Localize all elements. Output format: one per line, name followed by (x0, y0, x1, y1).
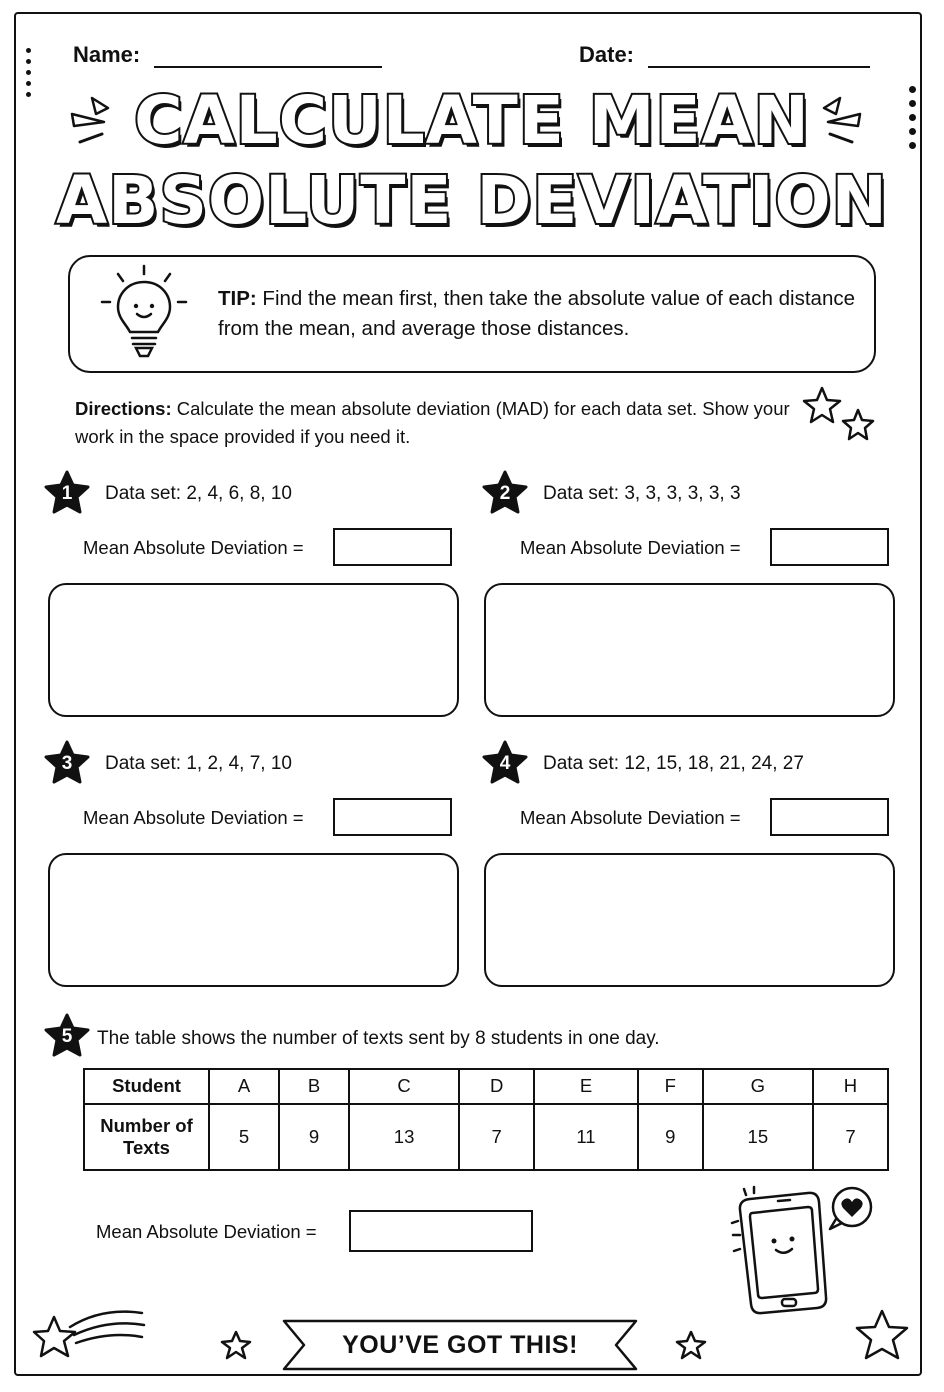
problem5-text: The table shows the number of texts sent by 8 students in one day. (97, 1028, 660, 1049)
texts-table (83, 1068, 889, 1171)
problem-number-badge: 5 (44, 1013, 90, 1059)
table-cell: E (534, 1069, 638, 1104)
table-cell: D (459, 1069, 534, 1104)
dataset-text: Data set: 1, 2, 4, 7, 10 (105, 753, 292, 774)
directions (75, 395, 805, 451)
star-icon (800, 384, 880, 450)
directions-text: Calculate the mean absolute deviation (MAD) for each data set. Show your work in the space provided if you need it. (75, 398, 790, 447)
star-icon (220, 1330, 252, 1360)
tip-body: Find the mean first, then take the absolute value of each distance from the mean, and average those distances. (218, 287, 856, 340)
mad-answer-box[interactable] (349, 1210, 533, 1252)
burst-lines-right-icon (812, 92, 866, 156)
dataset-text: Data set: 2, 4, 6, 8, 10 (105, 483, 292, 504)
dataset-text: Data set: 3, 3, 3, 3, 3, 3 (543, 483, 741, 504)
tip-text (218, 284, 858, 344)
work-space-box[interactable] (48, 853, 459, 987)
table-row (84, 1104, 888, 1170)
table-cell: H (813, 1069, 888, 1104)
tip-label: TIP: (218, 287, 257, 310)
mad-label: Mean Absolute Deviation = (96, 1221, 317, 1242)
table-cell: F (638, 1069, 703, 1104)
table-cell: 5 (209, 1104, 279, 1170)
problem-number-badge: 2 (482, 470, 528, 516)
problem-number-badge: 4 (482, 740, 528, 786)
table-cell: 7 (459, 1104, 534, 1170)
burst-lines-left-icon (66, 92, 120, 156)
work-space-box[interactable] (48, 583, 459, 717)
table-cell: 7 (813, 1104, 888, 1170)
work-space-box[interactable] (484, 583, 895, 717)
banner-text: YOU’VE GOT THIS! (342, 1331, 578, 1359)
name-field[interactable] (154, 66, 382, 68)
work-space-box[interactable] (484, 853, 895, 987)
table-cell: C (349, 1069, 459, 1104)
table-cell: G (703, 1069, 813, 1104)
table-cell: B (279, 1069, 349, 1104)
worksheet-title-line1: CALCULATE MEAN (134, 82, 810, 159)
problem-number-badge: 3 (44, 740, 90, 786)
worksheet-title-line2: ABSOLUTE DEVIATION (56, 162, 888, 239)
mad-answer-box[interactable] (333, 528, 452, 566)
dataset-text: Data set: 12, 15, 18, 21, 24, 27 (543, 753, 804, 774)
problem-number-badge: 1 (44, 470, 90, 516)
table-row (84, 1069, 888, 1104)
name-label: Name: (73, 42, 141, 67)
table-cell: 9 (638, 1104, 703, 1170)
phone-icon (728, 1185, 878, 1320)
table-row-header: Student (84, 1069, 209, 1104)
table-cell: A (209, 1069, 279, 1104)
table-cell: 15 (703, 1104, 813, 1170)
table-row-header: Number of Texts (84, 1104, 209, 1170)
table-cell: 13 (349, 1104, 459, 1170)
star-icon (852, 1308, 912, 1364)
mad-answer-box[interactable] (333, 798, 452, 836)
table-cell: 11 (534, 1104, 638, 1170)
mad-label: Mean Absolute Deviation = (520, 807, 741, 828)
date-label: Date: (579, 42, 635, 67)
mad-answer-box[interactable] (770, 798, 889, 836)
mad-label: Mean Absolute Deviation = (520, 537, 741, 558)
table-cell: 9 (279, 1104, 349, 1170)
date-field[interactable] (648, 66, 870, 68)
directions-label: Directions: (75, 398, 172, 419)
star-icon (675, 1330, 707, 1360)
mad-label: Mean Absolute Deviation = (83, 537, 304, 558)
mad-label: Mean Absolute Deviation = (83, 807, 304, 828)
mad-answer-box[interactable] (770, 528, 889, 566)
lightbulb-icon (96, 262, 192, 366)
shooting-star-icon (30, 1303, 150, 1369)
